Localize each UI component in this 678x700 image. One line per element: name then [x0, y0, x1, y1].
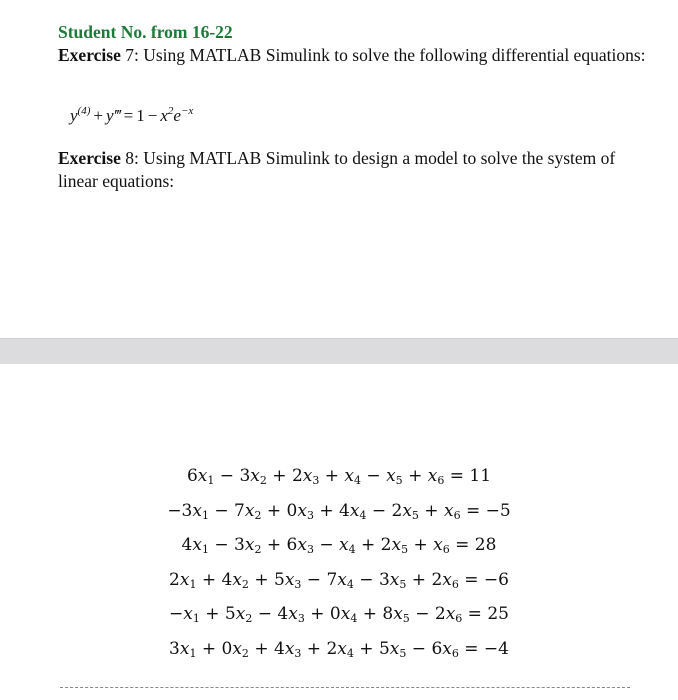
variable: x [433, 535, 443, 555]
variable-index: 6 [437, 474, 445, 487]
variable-index: 2 [254, 508, 262, 522]
operator: + [266, 466, 292, 486]
operator: + [199, 604, 225, 624]
operator: + [313, 500, 339, 521]
variable-index: 1 [207, 474, 215, 487]
coefficient: 2 [169, 569, 180, 590]
variable-index: 6 [451, 646, 459, 660]
operator: + [301, 638, 327, 659]
variable: x [183, 604, 193, 624]
operator: − [313, 535, 339, 555]
variable-index: 1 [189, 577, 197, 591]
variable-index: 3 [294, 577, 302, 591]
variable-index: 5 [395, 474, 403, 487]
variable: x [339, 535, 349, 555]
coefficient: 2 [431, 569, 443, 590]
variable-index: 5 [399, 646, 407, 660]
variable-index: 6 [455, 612, 463, 625]
coefficient: 3 [234, 535, 245, 555]
coefficient: −3 [167, 500, 193, 521]
variable-index: 5 [411, 508, 419, 522]
coefficient: 5 [224, 604, 236, 624]
variable-index: 2 [245, 612, 253, 625]
coefficient: 11 [469, 466, 492, 486]
variable: x [386, 466, 396, 486]
exercise-8-number: 8 [125, 148, 134, 168]
exercise-8-statement [58, 147, 658, 193]
variable: x [250, 466, 260, 486]
variable: x [302, 466, 313, 486]
operator: = [458, 569, 484, 590]
operator: + [418, 500, 444, 521]
variable: x [192, 500, 202, 521]
coefficient: 4 [339, 500, 350, 521]
variable: x [389, 638, 400, 659]
variable-index: 3 [306, 543, 314, 556]
variable: x [427, 466, 438, 486]
variable: x [389, 569, 400, 590]
operator: − [214, 466, 240, 486]
coefficient: −5 [485, 500, 511, 521]
coefficient: 2 [434, 604, 446, 624]
coefficient: 2 [380, 535, 392, 555]
variable: x [443, 500, 454, 521]
variable: x [393, 604, 403, 624]
coefficient: −6 [483, 569, 509, 590]
coefficient: 0 [286, 500, 298, 521]
variable: x [192, 535, 202, 555]
equation-row [0, 632, 678, 667]
exercise-7-number: 7 [125, 45, 134, 65]
operator: + [248, 569, 274, 590]
operator: + [319, 466, 345, 486]
equation-row [0, 563, 678, 598]
variable: x [337, 569, 347, 590]
variable-index: 4 [346, 577, 354, 591]
variable: x [349, 500, 360, 521]
operator: + [406, 569, 432, 590]
variable-index: 2 [254, 543, 262, 556]
exercise-page-bottom [0, 364, 678, 700]
variable-index: 1 [201, 508, 209, 522]
operator: − [252, 604, 278, 624]
operator: − [409, 604, 435, 624]
variable-index: 2 [241, 646, 249, 660]
coefficient: 7 [234, 500, 245, 521]
variable: x [232, 638, 242, 659]
variable: x [340, 604, 351, 624]
equation-row [0, 528, 678, 563]
exercise-8-label: Exercise [58, 148, 121, 168]
operator: + [408, 535, 434, 555]
operator: + [357, 604, 383, 624]
page-divider-bar [0, 338, 678, 365]
coefficient: 6 [431, 638, 443, 659]
variable: x [288, 604, 298, 624]
equation-row [0, 494, 678, 529]
exercise-7-text: : Using MATLAB Simulink to solve the following differential equations: [133, 45, 646, 65]
coefficient: 28 [474, 535, 497, 555]
operator: − [406, 638, 432, 659]
coefficient: 5 [273, 569, 285, 590]
student-number-heading: Student No. from 16-22 [58, 22, 233, 42]
coefficient: 4 [277, 604, 289, 624]
variable: x [179, 569, 190, 590]
operator: + [261, 500, 287, 521]
coefficient: 2 [291, 466, 303, 486]
variable: x [284, 569, 295, 590]
variable-index: 5 [399, 577, 407, 591]
operator: = [444, 466, 470, 486]
variable: x [445, 604, 456, 624]
coefficient: 7 [326, 569, 338, 590]
variable: x [235, 604, 246, 624]
variable: x [297, 535, 307, 555]
variable-index: 4 [354, 474, 362, 487]
coefficient: 3 [169, 638, 180, 659]
operator: − [361, 466, 387, 486]
variable-index: 5 [401, 543, 409, 556]
variable: x [337, 638, 347, 659]
coefficient: 25 [487, 604, 509, 624]
variable: x [179, 638, 190, 659]
exercise-8-text: : Using MATLAB Simulink to design a model to solve the system of linear equations: [58, 148, 616, 191]
variable-index: 4 [348, 543, 356, 556]
equation-row [0, 459, 678, 494]
operator: = [462, 604, 488, 624]
variable-index: 6 [453, 508, 461, 522]
variable: x [244, 535, 255, 555]
coefficient: 4 [221, 569, 233, 590]
dashed-separator [60, 687, 630, 688]
coefficient: − [169, 604, 184, 624]
variable: x [442, 569, 452, 590]
operator: + [402, 466, 428, 486]
operator: − [208, 535, 235, 555]
variable: x [297, 500, 307, 521]
variable-index: 3 [306, 508, 314, 522]
variable: x [344, 466, 355, 486]
operator: = [458, 638, 484, 659]
coefficient: 0 [329, 604, 341, 624]
variable-index: 1 [192, 612, 200, 625]
operator: + [196, 638, 222, 659]
coefficient: 0 [221, 638, 233, 659]
coefficient: 8 [382, 604, 394, 624]
linear-system [0, 459, 678, 666]
operator: + [355, 535, 381, 555]
variable: x [244, 500, 255, 521]
triple-prime: ‴ [113, 106, 121, 125]
coefficient: 2 [391, 500, 403, 521]
variable: x [391, 535, 402, 555]
variable-index: 2 [259, 474, 267, 487]
variable-index: 3 [312, 474, 320, 487]
exercise-page-top [0, 0, 678, 336]
equation-row [0, 597, 678, 632]
variable: x [284, 638, 295, 659]
operator: = [449, 535, 475, 555]
coefficient: 2 [326, 638, 338, 659]
operator: + [248, 638, 274, 659]
variable: x [442, 638, 452, 659]
variable-index: 1 [189, 646, 197, 660]
coefficient: 5 [378, 638, 390, 659]
operator: − [208, 500, 235, 521]
operator: = [460, 500, 486, 521]
variable-index: 4 [346, 646, 354, 660]
variable-index: 1 [201, 543, 209, 556]
operator: + [304, 604, 330, 624]
variable: x [232, 569, 242, 590]
differential-equation: $y^{(4)}$ + y‴ = $1 - x^2e^{-x}$ [70, 105, 194, 125]
operator: − [366, 500, 392, 521]
variable-index: 4 [350, 612, 358, 625]
coefficient: −4 [483, 638, 509, 659]
operator: + [261, 535, 287, 555]
variable-index: 3 [294, 646, 302, 660]
coefficient: 3 [378, 569, 390, 590]
exercise-7-label: Exercise [58, 45, 121, 65]
variable-index: 3 [297, 612, 305, 625]
coefficient: 4 [273, 638, 285, 659]
variable-index: 6 [451, 577, 459, 591]
coefficient: 4 [181, 535, 193, 555]
variable-index: 5 [402, 612, 410, 625]
derivative-order: (4) [77, 105, 91, 117]
operator: + [196, 569, 222, 590]
coefficient: 6 [286, 535, 298, 555]
variable-index: 2 [241, 577, 249, 591]
coefficient: 3 [239, 466, 251, 486]
coefficient: 6 [186, 466, 198, 486]
variable: x [197, 466, 208, 486]
operator: − [353, 569, 379, 590]
variable-index: 6 [442, 543, 450, 556]
variable: x [402, 500, 412, 521]
operator: − [301, 569, 327, 590]
operator: + [353, 638, 379, 659]
exercise-7-statement [58, 44, 658, 67]
variable-index: 4 [359, 508, 367, 522]
